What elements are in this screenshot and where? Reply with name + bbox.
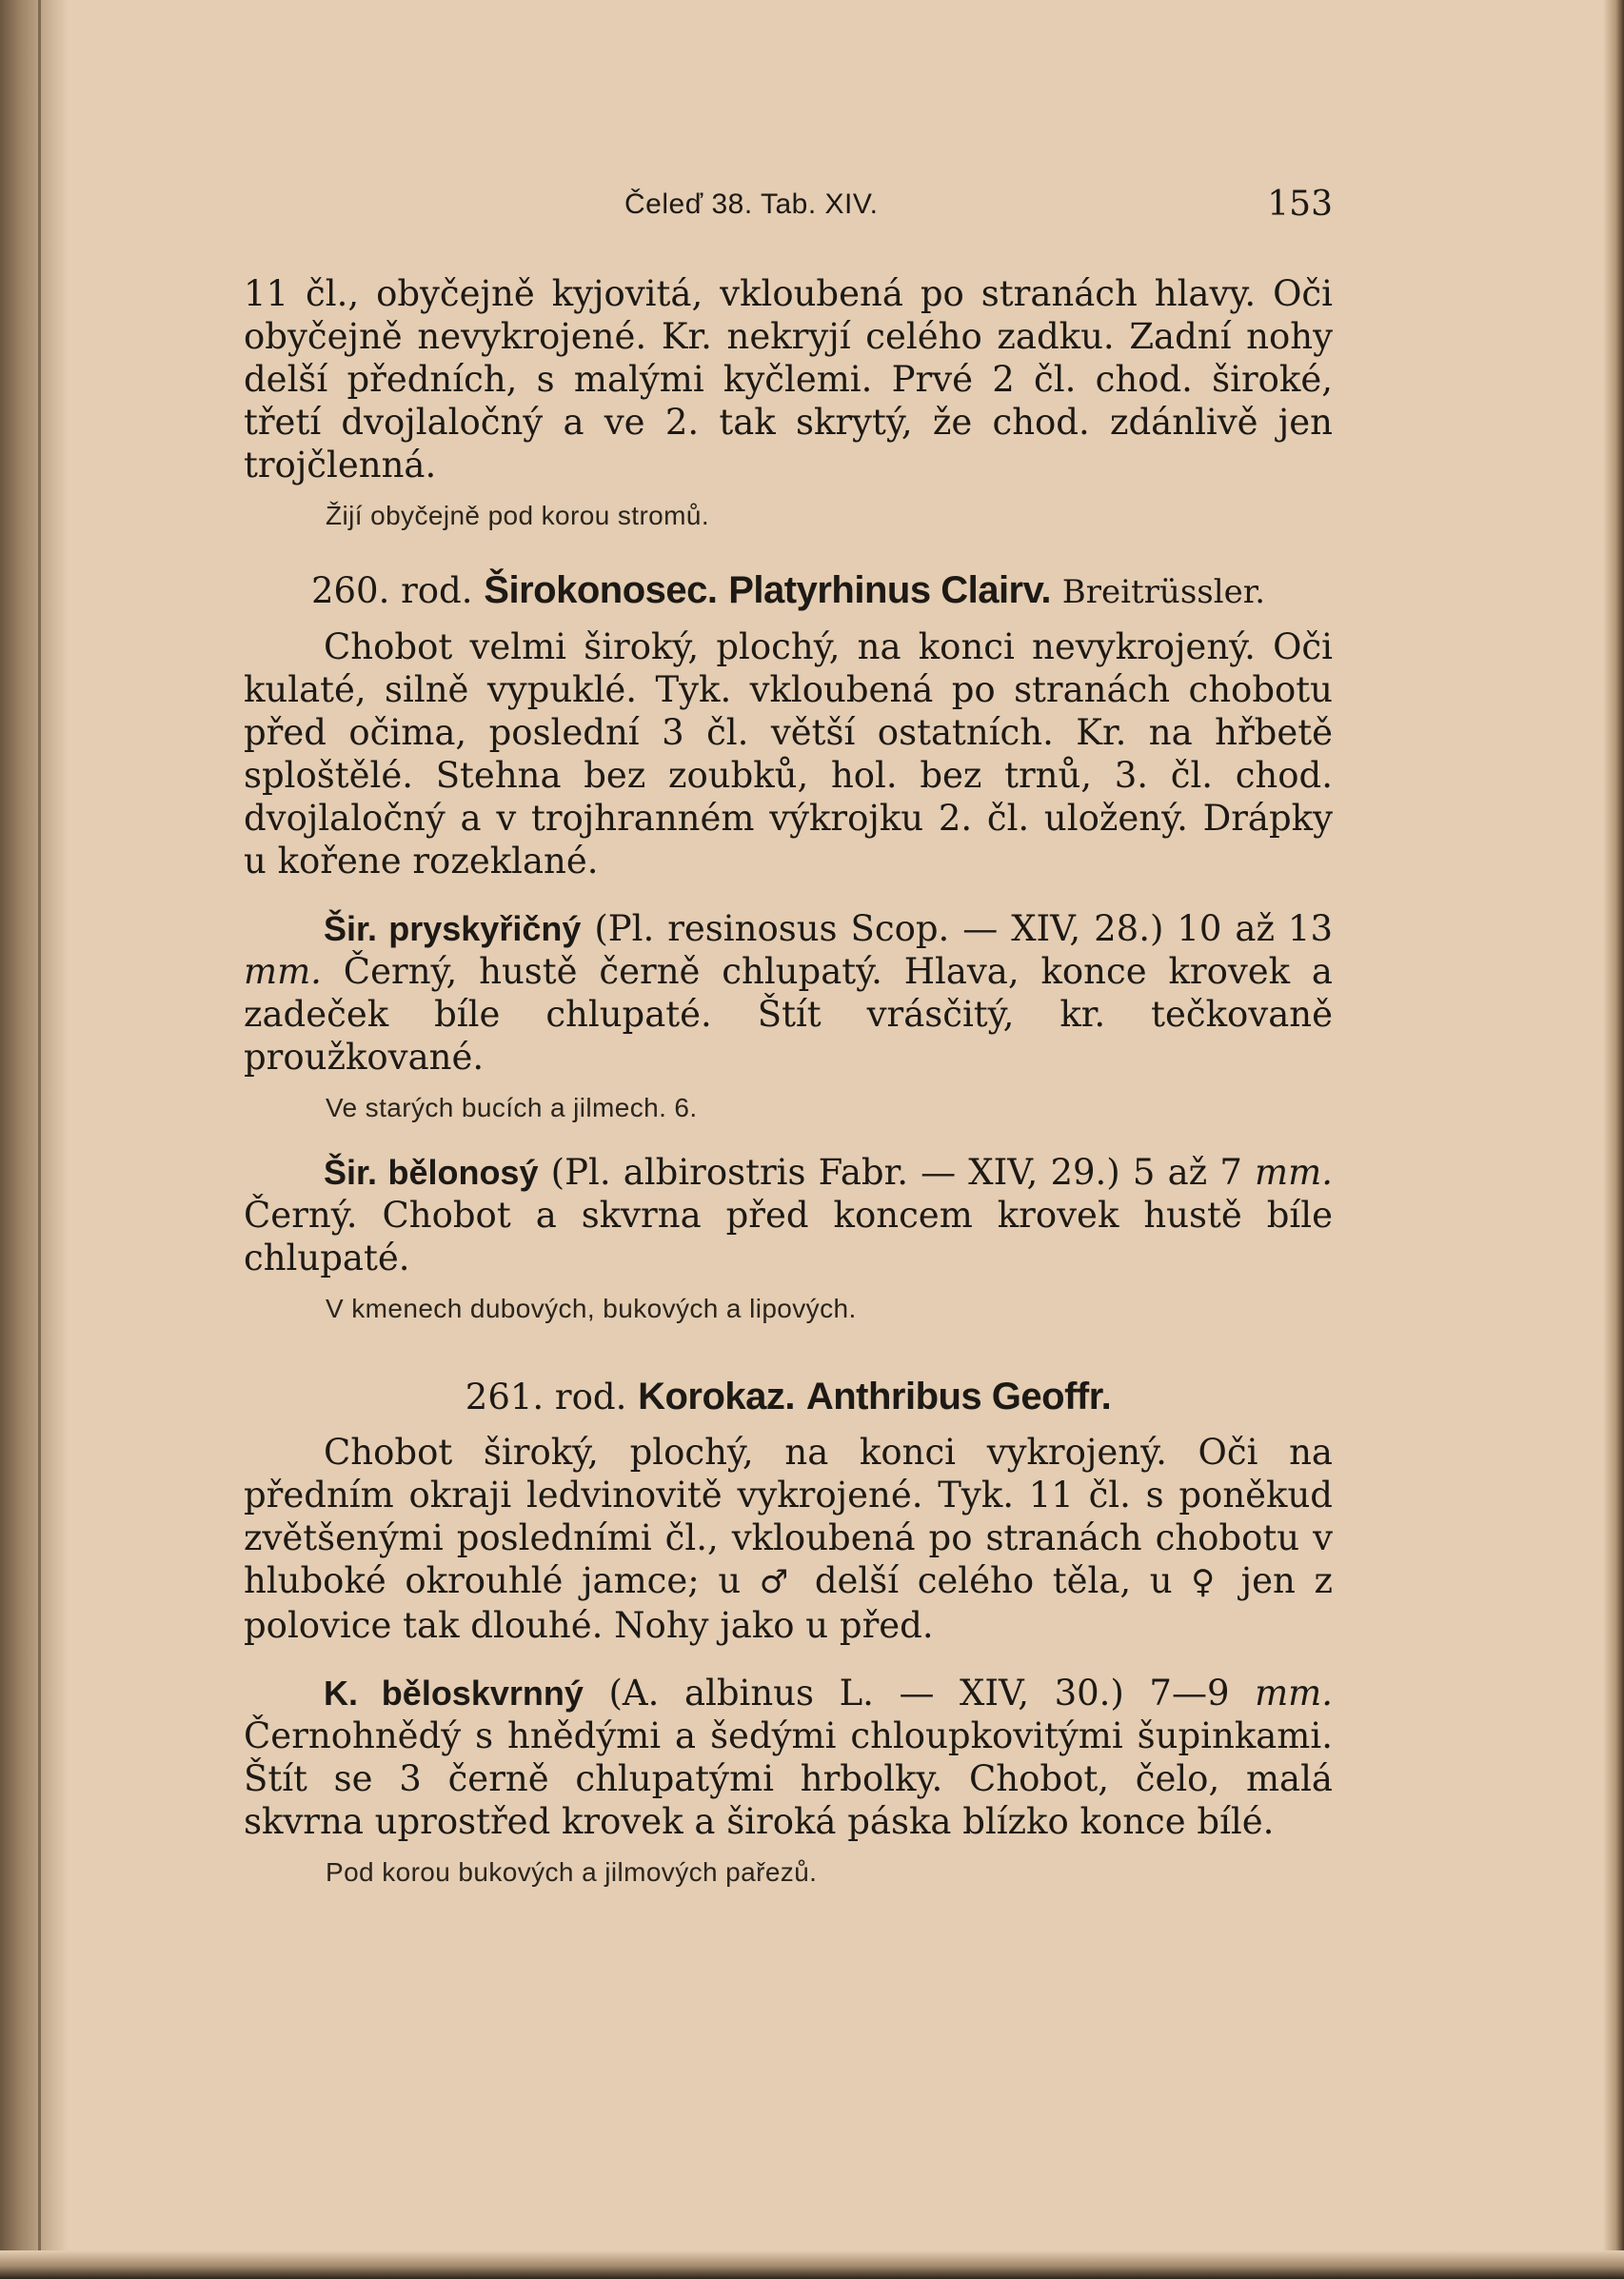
genus-261-description (244, 1431, 1333, 1647)
species-albirostris-name: Šir. bělonosý (324, 1153, 539, 1192)
genus-260-czech-name: Širokonosec. (484, 569, 718, 611)
species-resinosus-entry (244, 907, 1333, 1079)
female-symbol-icon: ♀ (1191, 1563, 1223, 1601)
species-resinosus-details: (Pl. resinosus Scop. — XIV, 28.) 10 až 13 (594, 908, 1334, 949)
page-edge-right (1603, 0, 1624, 2279)
species-resinosus-unit: mm. (244, 951, 322, 992)
page-body (244, 272, 1333, 1891)
species-albirostris-details: (Pl. albirostris Fabr. — XIV, 29.) 5 až 7 (550, 1152, 1242, 1193)
species-albinus-description: Černohnědý s hnědými a šedými chloupkovitými šupinkami. Štít se 3 černě chlupatými hrbolky. Chobot, čelo, malá skvrna uprostřed krovek a široká páska blízko konce bílé. (244, 1715, 1333, 1842)
genus-261-description-part-b: delší celého těla, u (814, 1560, 1173, 1601)
intro-habitat-note: Žijí obyčejně pod korou stromů. (326, 501, 710, 530)
page-binding-shadow (0, 0, 69, 2279)
genus-261-description-part-c: jen z polovice tak dlouhé. Nohy jako u před. (244, 1560, 1333, 1646)
male-symbol-icon: ♂ (759, 1563, 797, 1601)
species-albinus-name: K. běloskvrnný (324, 1674, 584, 1713)
species-resinosus-description: Černý, hustě černě chlupatý. Hlava, konce krovek a zadeček bíle chlupaté. Štít vrásčitý, kr. tečkovaně proužkované. (244, 951, 1333, 1078)
species-albirostris-habitat: V kmenech dubových, bukových a lipových. (326, 1294, 857, 1323)
genus-260-number: 260. rod. (310, 570, 473, 611)
species-resinosus-name: Šir. pryskyřičný (324, 909, 582, 948)
genus-261-heading (244, 1373, 1333, 1421)
genus-260-description: Chobot velmi široký, plochý, na konci nevykrojený. Oči kulaté, silně vypuklé. Tyk. vkloubená po stranách chobotu před očima, poslední 3 čl. větší ostatních. Kr. na hřbetě sploštělé. Stehna bez zoubků, hol. bez trnů, 3. čl. chod. dvojlaločný a v trojhranném výkrojku 2. čl. uložený. Drápky u kořene rozeklané. (244, 626, 1333, 882)
genus-260-heading (244, 566, 1333, 616)
genus-261-czech-name: Korokaz. (638, 1376, 796, 1417)
species-albirostris-entry (244, 1151, 1333, 1279)
species-albinus-habitat: Pod korou bukových a jilmových pařezů. (326, 1857, 818, 1887)
genus-260-latin-name: Platyrhinus Clairv. (728, 569, 1052, 611)
species-albirostris-unit: mm. (1255, 1152, 1333, 1193)
genus-261-number: 261. rod. (465, 1377, 627, 1417)
page-number: 153 (1267, 185, 1333, 224)
intro-paragraph: 11 čl., obyčejně kyjovitá, vkloubená po stranách hlavy. Oči obyčejně nevykrojené. Kr. nekryjí celého zadku. Zadní nohy delší předních, s malými kyčlemi. Prvé 2 čl. chod. široké, třetí dvojlaločný a ve 2. tak skrytý, že chod. zdánlivě jen trojčlenná. (244, 273, 1333, 486)
page-edge-bottom (0, 2250, 1624, 2279)
genus-260-german-name: Breitrüssler. (1061, 573, 1266, 611)
running-head: Čeleď 38. Tab. XIV. (624, 188, 879, 220)
page-header (244, 181, 1333, 238)
species-albinus-details: (A. albinus L. — XIV, 30.) 7—9 (608, 1673, 1230, 1714)
gutter-line (38, 0, 41, 2279)
genus-261-latin-name: Anthribus Geoffr. (805, 1376, 1112, 1417)
species-resinosus-habitat: Ve starých bucích a jilmech. 6. (326, 1093, 698, 1122)
species-albirostris-description: Černý. Chobot a skvrna před koncem krovek hustě bíle chlupaté. (244, 1195, 1333, 1278)
genus-261-description-part-a: Chobot široký, plochý, na konci vykrojený. Oči na předním okraji ledvinovitě vykrojené. Tyk. 11 čl. s poněkud zvětšenými posledními čl., vkloubená po stranách chobotu v hluboké okrouhlé jamce; u (244, 1432, 1333, 1601)
species-albinus-unit: mm. (1255, 1673, 1334, 1714)
species-albinus-entry (244, 1672, 1333, 1843)
